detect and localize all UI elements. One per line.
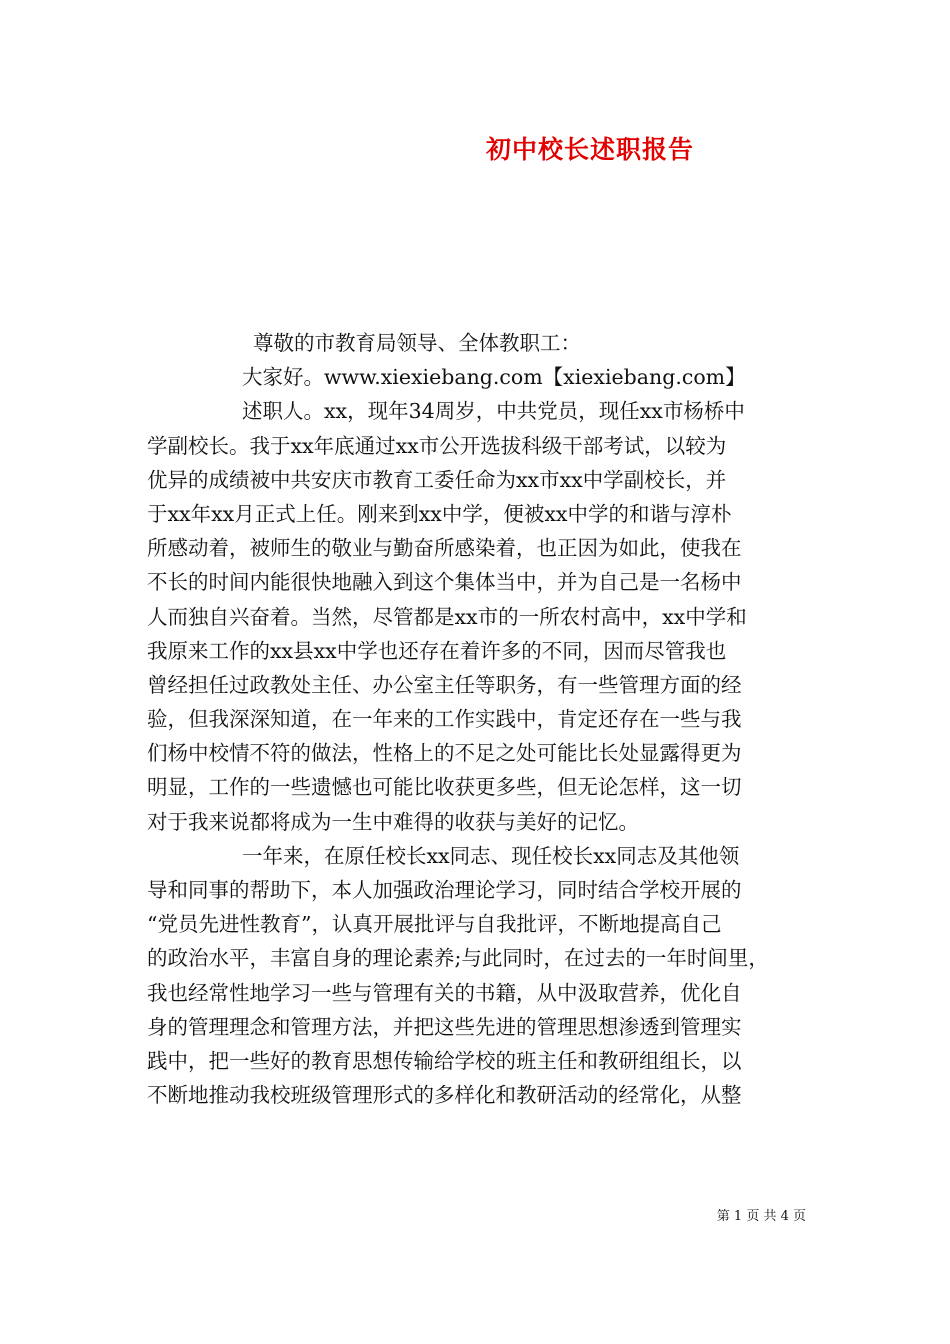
salutation-line: 尊敬的市教育局领导、全体教职工： <box>253 331 581 355</box>
paragraph-line: 所感动着，被师生的敬业与勤奋所感染着，也正因为如此，使我在 <box>147 536 742 561</box>
paragraph-line: 的政治水平，丰富自身的理论素养;与此同时，在过去的一年时间里， <box>147 946 769 971</box>
paragraph-line: 身的管理理念和管理方法，并把这些先进的管理思想渗透到管理实 <box>147 1014 742 1039</box>
paragraph-line: 不长的时间内能很快地融入到这个集体当中，并为自己是一名杨中 <box>147 570 742 595</box>
paragraph-line: 验，但我深深知道，在一年来的工作实践中，肯定还存在一些与我 <box>147 707 742 732</box>
paragraph-line: 一年来，在原任校长xx同志、现任校长xx同志及其他领 <box>242 843 740 868</box>
paragraph-line: 述职人。xx，现年34周岁，中共党员，现任xx市杨桥中 <box>242 399 745 424</box>
paragraph-line: 践中，把一些好的教育思想传输给学校的班主任和教研组组长，以 <box>147 1048 742 1073</box>
paragraph-line: 们杨中校情不符的做法，性格上的不足之处可能比长处显露得更为 <box>147 741 742 766</box>
paragraph-line: 对于我来说都将成为一生中难得的收获与美好的记忆。 <box>147 809 639 834</box>
paragraph-line: 优异的成绩被中共安庆市教育工委任命为xx市xx中学副校长，并 <box>147 467 727 492</box>
page-number-footer: 第 1 页 共 4 页 <box>716 1209 806 1224</box>
paragraph-line: 不断地推动我校班级管理形式的多样化和教研活动的经常化，从整 <box>147 1083 742 1108</box>
paragraph-line: 明显，工作的一些遗憾也可能比收获更多些，但无论怎样，这一切 <box>147 775 742 800</box>
paragraph-line: 我也经常性地学习一些与管理有关的书籍，从中汲取营养，优化自 <box>147 980 742 1005</box>
document-title: 初中校长述职报告 <box>485 135 694 164</box>
greeting-line: 大家好。www.xiexiebang.com【xiexiebang.com】 <box>242 365 746 390</box>
paragraph-line: 于xx年xx月正式上任。刚来到xx中学，便被xx中学的和谐与淳朴 <box>147 501 732 526</box>
paragraph-line: 人而独自兴奋着。当然，尽管都是xx市的一所农村高中，xx中学和 <box>147 604 747 629</box>
paragraph-line: 曾经担任过政教处主任、办公室主任等职务，有一些管理方面的经 <box>147 672 742 697</box>
paragraph-line: 我原来工作的xx县xx中学也还存在着许多的不同，因而尽管我也 <box>147 638 727 663</box>
paragraph-line: “党员先进性教育”，认真开展批评与自我批评，不断地提高自己 <box>147 912 722 937</box>
paragraph-line: 导和同事的帮助下，本人加强政治理论学习，同时结合学校开展的 <box>147 878 742 902</box>
paragraph-line: 学副校长。我于xx年底通过xx市公开选拔科级干部考试，以较为 <box>147 433 727 458</box>
document-body <box>147 326 815 1112</box>
